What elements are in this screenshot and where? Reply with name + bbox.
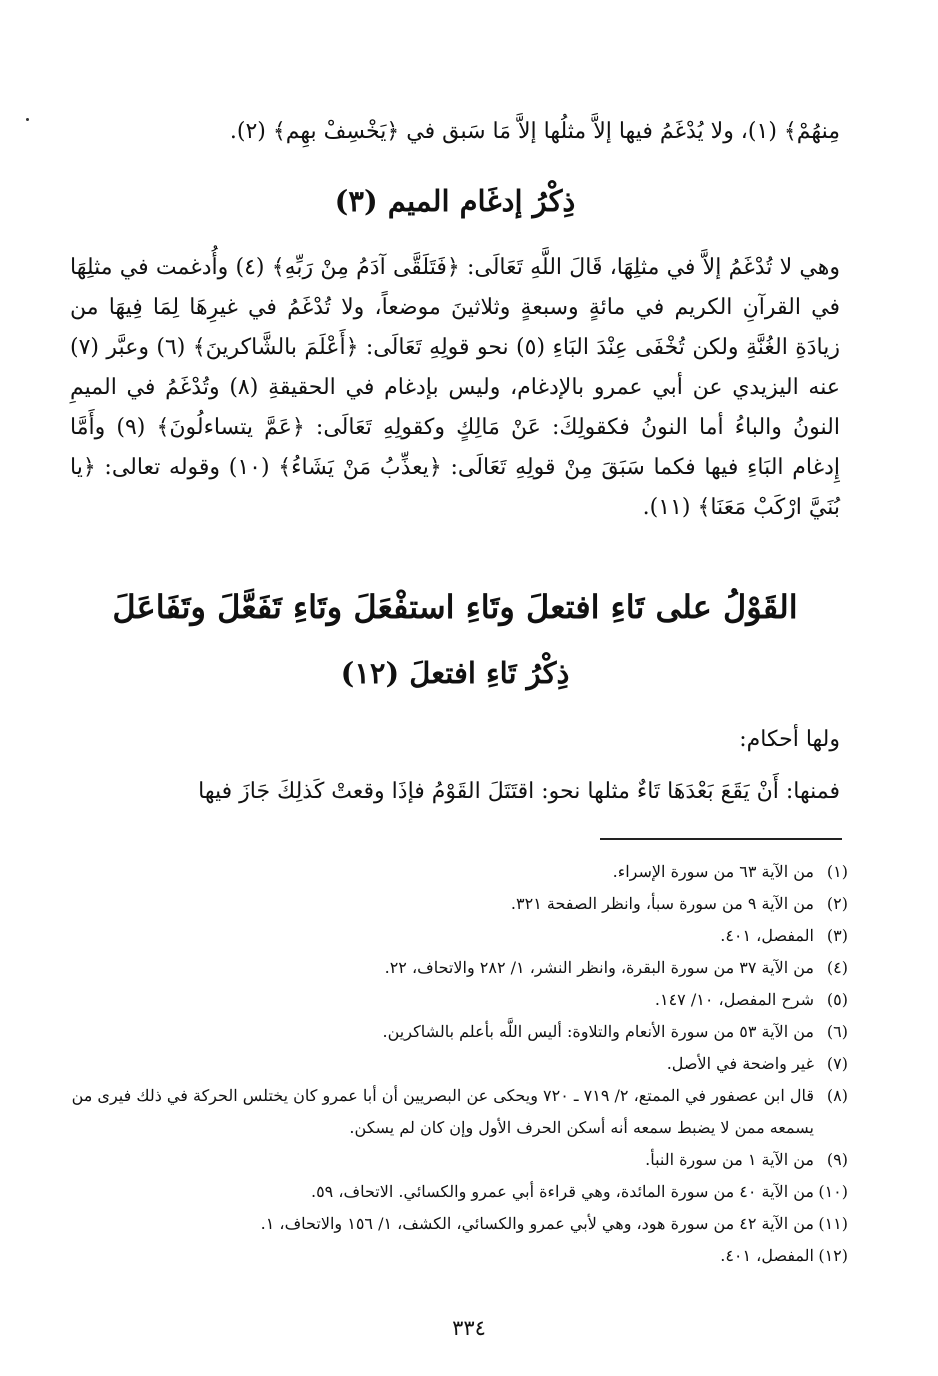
body-paragraph-2: ولها أحكام: [739, 727, 840, 752]
footnote: (٦) من الآية ٥٣ من سورة الأنعام والتلاوة: أليس اللَّه بأعلم بالشاكرين. [382, 1022, 848, 1041]
footnote-separator [600, 838, 842, 840]
heading-ta-section: القَوْلُ على تَاءِ افتعلَ وتَاءِ استفْعَلَ وتَاءِ تَفَعَّلَ وتَفَاعَلَ [112, 588, 798, 626]
heading-mim-idgham: ذِكْرُ إدغَام الميم (٣) [334, 184, 576, 218]
footnote: (٣) المفصل، ٤٠١. [720, 926, 848, 945]
footnote: (٩) من الآية ١ من سورة النبأ. [645, 1150, 848, 1169]
footnote: (٧) غير واضحة في الأصل. [666, 1054, 848, 1073]
footnotes [70, 856, 848, 1272]
body-line-1: مِنهُمْ﴾ (١)، ولا يُدْغَمُ فيها إلاَّ مثلُها إلاَّ مَا سَبق في ﴿يَخْسِفْ بهِم﴾ (٢). [229, 119, 840, 144]
footnote: (٢) من الآية ٩ من سورة سبأ، وانظر الصفحة ٣٢١. [510, 894, 848, 913]
footnote: (٥) شرح المفصل، ١٠/ ١٤٧. [654, 990, 848, 1009]
ink-speck [26, 118, 29, 121]
heading-ta-ifta-al: ذِكْرُ تَاءِ افتعلَ (١٢) [340, 656, 570, 690]
body-paragraph-3: فمنها: أَنْ يَقَعَ بَعْدَهَا تَاءٌ مثلها نحو: اقتَتَلَ القَوْمُ فإذَا وقعتْ كَذلِكَ جَازَ فيها [198, 779, 840, 804]
footnote: (٨) قال ابن عصفور في الممتع، ٢/ ٧١٩ ـ ٧٢٠ ويحكى عن البصريين أن أبا عمرو كان يختلس الحركة في ذلك فيرى من يسمعه ممن لا يضبط سمعه أنه أسكن الحرف الأول وإن كان لم يسكن. [71, 1086, 848, 1137]
footnote: (٤) من الآية ٣٧ من سورة البقرة، وانظر النشر، ١/ ٢٨٢ والاتحاف، ٢٢. [384, 958, 848, 977]
page-number: ٣٣٤ [452, 1316, 486, 1340]
footnote: (١٢) المفصل، ٤٠١. [720, 1246, 848, 1265]
body-paragraph-1: وهي لا تُدْغَمُ إلاَّ في مثلِهَا، قَالَ اللَّهِ تَعَالَى: ﴿فَتَلَقَّى آدَمُ مِنْ رَبِّهِ﴾ (٤) وأُدغمت في مثلِهَا في القرآنِ الكريم في مائةٍ وسبعةٍ وثلاثينَ موضعاً، ولا تُدْغَمُ في غيرِهَا لِمَا فِيهَا من زيادَةِ الغُنَّةِ ولكن تُخْفَى عِنْدَ البَاءِ (٥) نحو قولِهِ تَعَالَى: ﴿أَعْلَمَ بالشَّاكرينَ﴾ (٦) وعبَّر (٧) عنه اليزيدي عن أبي عمرو بالإدغام، وليس بإدغام في الحقيقةِ (٨) وتُدْغَمُ في الميمِ النونُ والباءُ أما النونُ فكقولِكَ: عَنْ مَالِكٍ وكقولِهِ تَعَالَى: ﴿عَمَّ يتساءلُونَ﴾ (٩) وأَمَّا إِدغام البَاءِ فيها فكما سَبَقَ مِنْ قولِهِ تَعَالَى: ﴿يعذِّبُ مَنْ يَشَاءُ﴾ (١٠) وقوله تعالى: ﴿يا بُنَيَّ ارْكَبْ مَعَنَا﴾ (١١). [70, 255, 840, 520]
footnote: (١) من الآية ٦٣ من سورة الإسراء. [612, 862, 848, 881]
footnote: (١١) من الآية ٤٢ من سورة هود، وهي لأبي عمرو والكسائي، الكشف، ١/ ١٥٦ والاتحاف، ١. [260, 1214, 848, 1233]
footnote: (١٠) من الآية ٤٠ من سورة المائدة، وهي قراءة أبي عمرو والكسائي. الاتحاف، ٥٩. [310, 1182, 848, 1201]
